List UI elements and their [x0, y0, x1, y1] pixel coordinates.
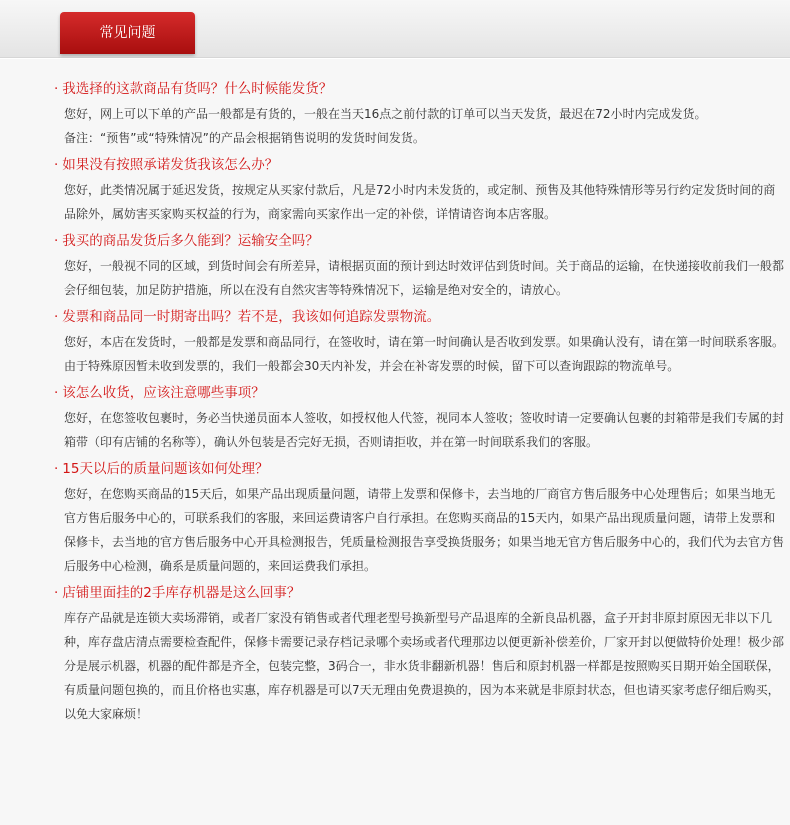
faq-question [54, 304, 784, 330]
faq-item [54, 456, 784, 578]
faq-answer [54, 254, 784, 302]
header-bar [0, 0, 790, 58]
faq-item [54, 304, 784, 378]
faq-item [54, 228, 784, 302]
bullet-icon: · [54, 309, 59, 325]
bullet-icon: · [54, 81, 59, 97]
faq-item [54, 580, 784, 726]
faq-question-text: 我买的商品发货后多久能到？运输安全吗？ [62, 233, 319, 249]
faq-item [54, 152, 784, 226]
faq-item [54, 76, 784, 150]
faq-answer-text: 库存产品就是连锁大卖场滞销，或者厂家没有销售或者代理老型号换新型号产品退库的全新良品机器，盒子开封非原封原因无非以下几种，库存盘店清点需要检查配件，保修卡需要记录存档记录哪个卖场或者代理那边以便更新补偿差价，厂家开封以便做特价处理！极少部分是展示机器，机器的配件都是齐全，包装完整，3码合一，非水货非翻新机器！售后和原封机器一样都是按照购买日期开始全国联保，有质量问题包换的，而且价格也实惠，库存机器是可以7天无理由免费退换的，因为本来就是非原封状态，但也请买家考虑仔细后购买，以免大家麻烦！ [64, 611, 785, 721]
faq-question [54, 152, 784, 178]
faq-answer-text: 您好，在您购买商品的15天后，如果产品出现质量问题，请带上发票和保修卡，去当地的厂商官方售后服务中心处理售后；如果当地无官方售后服务中心的，可联系我们的客服，来回运费请客户自行承担。在您购买商品的15天内，如果产品出现质量问题，请带上发票和保修卡，去当地的官方售后服务中心开具检测报告，凭质量检测报告享受换货服务；如果当地无官方售后服务中心的，我们代为去官方售后服务中心检测，确系是质量问题的，来回运费我们承担。 [64, 487, 785, 573]
faq-answer-text: 您好，此类情况属于延迟发货，按规定从买家付款后，凡是72小时内未发货的，或定制、预售及其他特殊情形等另行约定发货时间的商品除外，属妨害买家购买权益的行为，商家需向买家作出一定的补偿，详情请咨询本店客服。 [64, 183, 776, 221]
faq-answer-text: 您好，在您签收包裹时，务必当快递员面本人签收，如授权他人代签，视同本人签收；签收时请一定要确认包裹的封箱带是我们专属的封箱带（印有店铺的名称等），确认外包装是否完好无损，否则请拒收，并在第一时间联系我们的客服。 [64, 411, 785, 449]
faq-question [54, 228, 784, 254]
faq-question-text: 如果没有按照承诺发货我该怎么办？ [62, 157, 279, 173]
faq-question [54, 580, 784, 606]
bullet-icon: · [54, 233, 59, 249]
faq-tab[interactable]: 常见问题 [60, 12, 195, 54]
faq-question-text: 该怎么收货，应该注意哪些事项？ [62, 385, 265, 401]
faq-question [54, 76, 784, 102]
faq-answer [54, 482, 784, 578]
faq-answer-text: 您好，一般视不同的区域，到货时间会有所差异，请根据页面的预计到达时效评估到货时间。关于商品的运输，在快递接收前我们一般都会仔细包装，加足防护措施，所以在没有自然灾害等特殊情况下，运输是绝对安全的，请放心。 [64, 259, 785, 297]
faq-question [54, 456, 784, 482]
faq-question-text: 发票和商品同一时期寄出吗？若不是，我该如何追踪发票物流。 [62, 309, 441, 325]
faq-list [54, 76, 784, 728]
faq-question-text: 15天以后的质量问题该如何处理？ [62, 461, 269, 477]
faq-answer-text: 您好，网上可以下单的产品一般都是有货的，一般在当天16点之前付款的订单可以当天发货，最迟在72小时内完成发货。 [64, 107, 707, 121]
bullet-icon: · [54, 385, 59, 401]
faq-answer [54, 178, 784, 226]
faq-answer-text: 您好，本店在发货时，一般都是发票和商品同行，在签收时，请在第一时间确认是否收到发票。如果确认没有，请在第一时间联系客服。由于特殊原因暂未收到发票的，我们一般都会30天内补发，并会在补寄发票的时候，留下可以查询跟踪的物流单号。 [64, 335, 785, 373]
faq-answer [54, 330, 784, 378]
bullet-icon: · [54, 461, 59, 477]
faq-item [54, 380, 784, 454]
bullet-icon: · [54, 157, 59, 173]
bullet-icon: · [54, 585, 59, 601]
faq-answer [54, 102, 784, 150]
faq-answer [54, 406, 784, 454]
faq-question-text: 我选择的这款商品有货吗？什么时候能发货？ [62, 81, 333, 97]
faq-answer [54, 606, 784, 726]
faq-question [54, 380, 784, 406]
faq-question-text: 店铺里面挂的2手库存机器是这么回事？ [62, 585, 301, 601]
faq-answer-text: 备注：“预售”或“特殊情况”的产品会根据销售说明的发货时间发货。 [64, 131, 425, 145]
